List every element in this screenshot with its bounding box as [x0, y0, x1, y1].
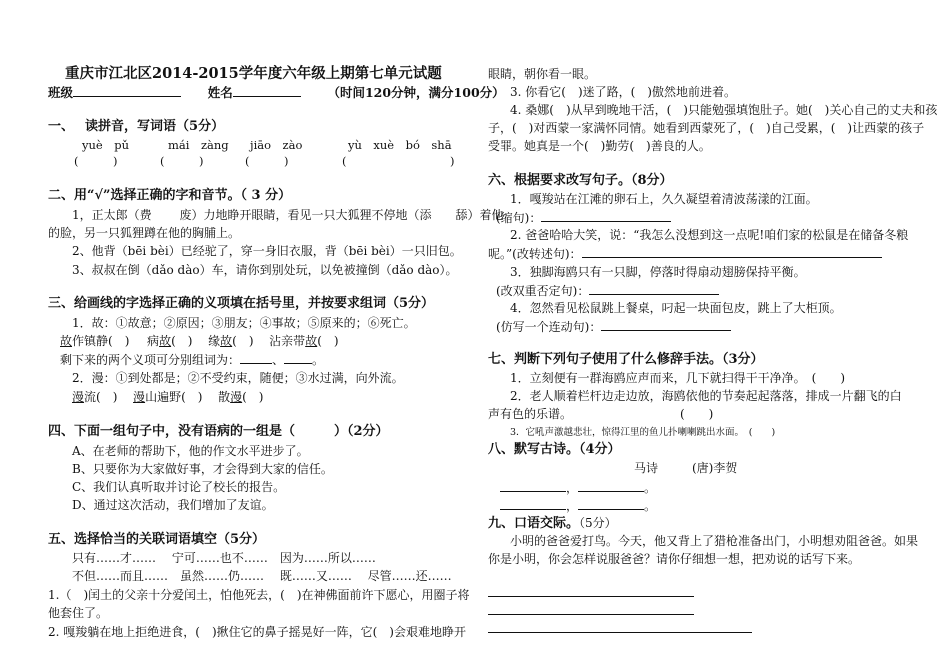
section-7-heading: 七、判断下列句子使用了什么修辞手法。（3分）	[488, 352, 764, 367]
s6-question-2-cont: 呢。”(改转述句)：	[488, 245, 882, 262]
s2-question-1-cont: 的脸，另一只狐狸蹲在他的胸脯上。	[48, 226, 241, 240]
pinyin-1: yuè pǔ	[82, 138, 129, 152]
section-6-heading: 六、根据要求改写句子。（8分）	[488, 173, 673, 188]
option-d: D、通过这次活动，我们增加了友谊。	[72, 498, 274, 512]
s6-hint-1: (缩句)：	[496, 209, 671, 226]
s5-question-1: 1.（ )闰土的父亲十分爱闰土，怕他死去，( )在神佛面前许下愿心，用圈子将	[48, 588, 470, 602]
word-item: 故作镇静( )	[60, 334, 130, 348]
s6-hint-3: (改双重否定句)：	[496, 282, 719, 299]
answer-bracket-4[interactable]: ( )	[342, 154, 455, 168]
answer-line[interactable]	[488, 596, 694, 597]
s6-question-1: 1．嘎羧站在江滩的卵石上，久久凝望着清波荡漾的江面。	[510, 192, 818, 206]
s5-question-4-cont: 子，( )对西蒙一家满怀同情。她看到西蒙死了，( )自己受累，( )让西蒙的孩子	[488, 121, 925, 135]
answer-line[interactable]	[582, 245, 882, 258]
pinyin-3: jiāo zào	[250, 138, 303, 152]
poem-author: (唐)李贺	[692, 461, 738, 475]
poem-title: 马诗	[634, 461, 659, 475]
pinyin-2: mái zàng	[168, 138, 229, 152]
s5-question-3: 3. 你看它( )迷了路，( )傲然地前进着。	[510, 85, 736, 99]
answer-line[interactable]	[500, 479, 566, 492]
s5-question-4: 4. 桑娜( )从早到晚地干活，( )只能勉强填饱肚子。她( )关心自己的丈夫和孩	[510, 103, 938, 117]
poem-line-2: ， 。	[500, 497, 656, 514]
poem-line-1: ， 。	[500, 479, 656, 496]
s2-question-2: 2、他背（bēi bèi）已经驼了，穿一身旧衣服，背（bēi bèi）一只旧包。	[72, 244, 462, 258]
s3-note: 剩下来的两个义项可分别组词为： 、 。	[60, 353, 325, 367]
name-field[interactable]	[233, 84, 301, 97]
s3-question-1: 1．故：①故意；②原因；③朋友；④事故；⑤原来的；⑥死亡。	[72, 316, 416, 330]
s5-question-4-end: 受罪。她真是一个( )勤劳( )善良的人。	[488, 139, 711, 153]
section-1-heading: 一、 读拼音，写词语（5分）	[48, 119, 225, 134]
s5-question-2-cont: 眼睛，朝你看一眼。	[488, 67, 597, 81]
answer-line[interactable]	[488, 632, 752, 633]
s3-words-2	[72, 389, 264, 405]
header-row	[48, 84, 505, 101]
answer-blank[interactable]	[240, 351, 272, 364]
s7-question-1: 1．立刻便有一群海鸥应声而来，几下就扫得干干净净。 ( )	[510, 371, 846, 385]
s6-question-4: 4．忽然看见松鼠跳上餐桌，叼起一块面包皮，跳上了大柜顶。	[510, 301, 842, 315]
s7-bracket-2[interactable]: ( )	[680, 407, 714, 421]
answer-line[interactable]	[488, 614, 694, 615]
s7-question-2: 2．老人顺着栏杆边走边放，海鸥依他的节奏起起落落，排成一片翻飞的白	[510, 389, 902, 403]
conjunction-row-1: 只有……才…… 宁可……也不…… 因为……所以……	[72, 551, 376, 565]
section-3-heading: 三、给画线的字选择正确的义项填在括号里，并按要求组词（5分）	[48, 296, 435, 311]
word-item: 散漫( )	[218, 390, 264, 404]
time-note: （时间120分钟，满分100分）	[327, 85, 505, 100]
section-9-heading: 九、口语交际。（5分）	[488, 516, 617, 531]
class-label: 班级	[48, 85, 74, 100]
option-c: C、我们认真听取并讨论了校长的报告。	[72, 480, 286, 494]
word-item: 病故( )	[147, 334, 193, 348]
answer-bracket-2[interactable]: ( )	[160, 154, 204, 168]
section-5-heading: 五、选择恰当的关联词语填空（5分）	[48, 532, 266, 547]
pinyin-4: yù xuè bó shā	[348, 138, 452, 152]
section-8-heading: 八、默写古诗。（4分）	[488, 442, 621, 457]
answer-bracket-1[interactable]: ( )	[74, 154, 118, 168]
s9-paragraph-2: 你是小明，你会怎样说服爸爸？请你仔细想一想，把劝说的话写下来。	[488, 552, 861, 566]
word-item: 沾亲带故( )	[269, 334, 339, 348]
s6-question-3: 3．独脚海鸥只有一只脚，停落时得扇动翅膀保持平衡。	[510, 265, 806, 279]
word-item: 缘故( )	[208, 334, 254, 348]
word-item: 漫流( )	[72, 390, 118, 404]
section-2-heading: 二、用“√”选择正确的字和音节。（ 3 分）	[48, 188, 292, 203]
s2-question-1: 1，正太郎（费 废）力地睁开眼睛，看见一只大狐狸不停地（添 舔）着他	[72, 208, 504, 222]
answer-bracket-3[interactable]: ( )	[245, 154, 289, 168]
word-item: 漫山遍野( )	[133, 390, 203, 404]
answer-line[interactable]	[578, 497, 644, 510]
answer-line[interactable]	[589, 282, 719, 295]
option-b: B、只要你为大家做好事，才会得到大家的信任。	[72, 462, 333, 476]
s6-hint-4: (仿写一个连动句)：	[496, 318, 731, 335]
s7-question-3: 3．它吼声激越悲壮，惊得江里的鱼儿扑喇喇跳出水面。 ( )	[510, 427, 776, 438]
conjunction-row-2: 不但……而且…… 虽然……仍…… 既……又…… 尽管……还……	[72, 569, 452, 583]
section-4-heading: 四、下面一组句子中，没有语病的一组是（ ）（2分）	[48, 424, 389, 439]
s3-words-1	[60, 333, 339, 349]
page-title: 重庆市江北区2014-2015学年度六年级上期第七单元试题	[65, 65, 442, 82]
s7-question-2-cont: 声有色的乐谱。	[488, 407, 573, 421]
name-label: 姓名	[207, 85, 233, 100]
class-field[interactable]	[73, 84, 181, 97]
option-a: A、在老师的帮助下，他的作文水平进步了。	[72, 444, 309, 458]
s5-question-1-cont: 他套住了。	[48, 606, 109, 620]
s2-question-3: 3、叔叔在倒（dǎo dào）车，请你到别处玩，以免被撞倒（dǎo dào）。	[72, 263, 458, 277]
answer-line[interactable]	[541, 209, 671, 222]
answer-line[interactable]	[500, 497, 566, 510]
answer-line[interactable]	[601, 318, 731, 331]
s9-paragraph-1: 小明的爸爸爱打鸟。今天，他又背上了猎枪准备出门，小明想劝阻爸爸。如果	[510, 534, 919, 548]
s3-question-2: 2．漫：①到处都是；②不受约束，随便；③水过满，向外流。	[72, 371, 404, 385]
answer-line[interactable]	[578, 479, 644, 492]
s6-question-2: 2. 爸爸哈哈大笑，说：“我怎么没想到这一点呢!咱们家的松鼠是在储备冬粮	[510, 228, 909, 242]
answer-blank[interactable]	[284, 351, 312, 364]
s5-question-2: 2. 嘎羧躺在地上拒绝进食，( )揪住它的鼻子摇晃好一阵，它( )会艰难地睁开	[48, 625, 466, 639]
